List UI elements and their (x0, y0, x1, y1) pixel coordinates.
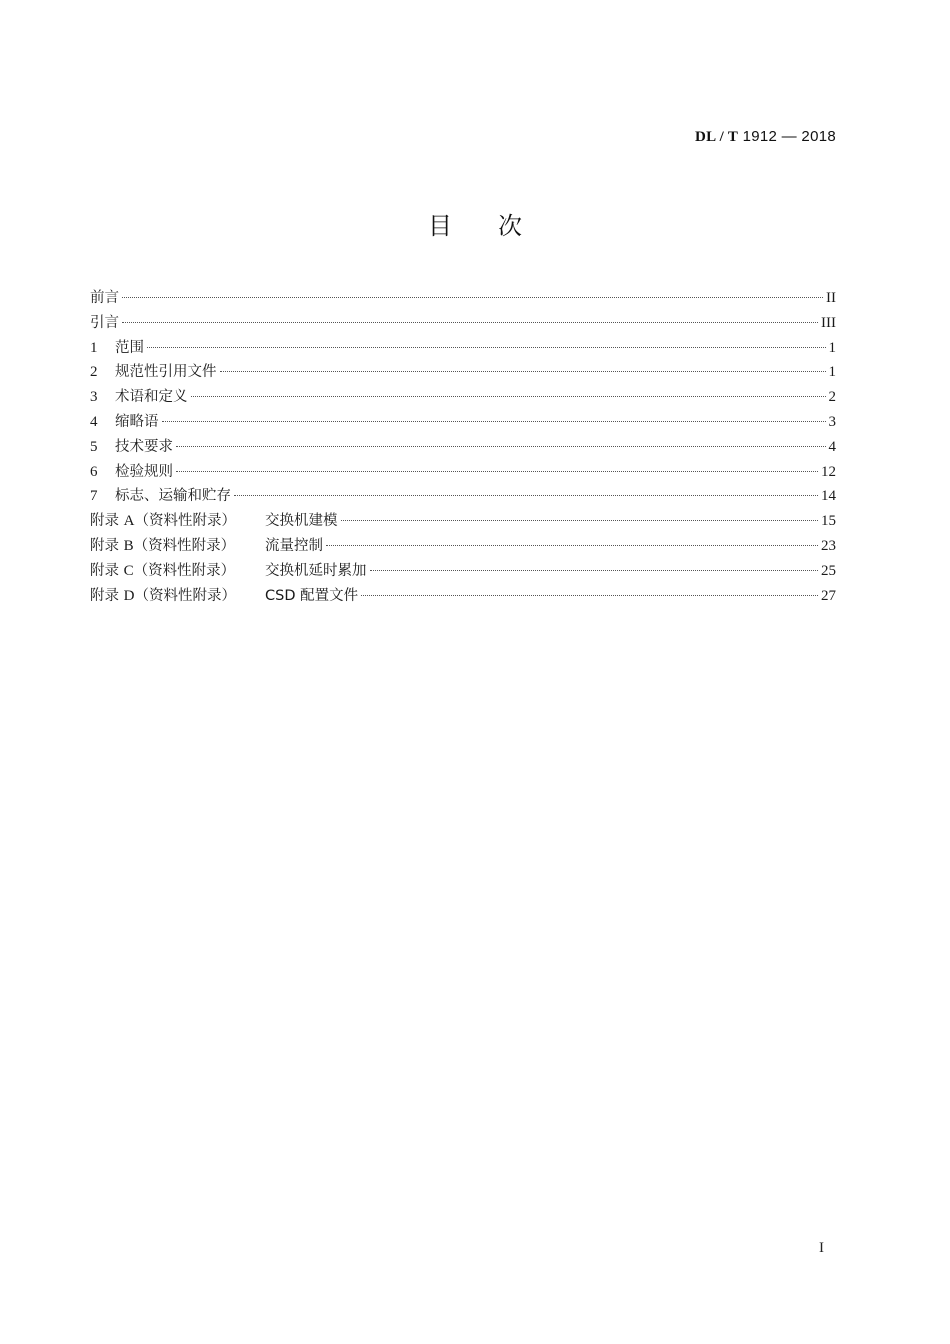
toc-entry-1[interactable] (90, 336, 836, 361)
toc-entry-2[interactable] (90, 360, 836, 385)
toc-entry-page: 1 (828, 364, 836, 381)
toc-entry-title: 流量控制 (265, 537, 323, 554)
toc-entry-page: 27 (821, 587, 836, 604)
toc-entry-5[interactable] (90, 435, 836, 460)
annex-label: 附录 A（资料性附录） (90, 513, 236, 530)
toc-entry-title: 前言 (90, 290, 119, 306)
annex-label: 附录 B（资料性附录） (90, 537, 236, 554)
toc-entry-foreword[interactable] (90, 286, 836, 311)
toc-entry-number: 4 (90, 413, 98, 430)
toc-entry-title: 范围 (115, 339, 144, 356)
annex-label: 附录 D（资料性附录） (90, 587, 236, 604)
toc-leader (326, 545, 818, 546)
page-title: 目次 (428, 212, 568, 240)
toc-leader (176, 446, 826, 447)
toc-leader (122, 322, 818, 323)
toc-entry-annex-c[interactable] (90, 559, 836, 584)
toc-entry-introduction[interactable] (90, 311, 836, 336)
toc-entry-title: 交换机建模 (265, 513, 338, 530)
toc-entry-page: 25 (821, 562, 836, 579)
toc-entry-page: III (821, 314, 836, 331)
toc-entry-number: 2 (90, 364, 98, 381)
annex-letter: B (123, 537, 134, 554)
toc-entry-4[interactable] (90, 410, 836, 435)
annex-letter: C (123, 562, 134, 579)
standard-prefix: DL / T (694, 129, 739, 145)
toc-entry-7[interactable] (90, 484, 836, 509)
table-of-contents (90, 286, 836, 608)
toc-entry-title: 术语和定义 (115, 389, 188, 406)
toc-entry-title: 缩略语 (115, 413, 159, 430)
toc-entry-number: 5 (90, 438, 98, 455)
toc-entry-title: 交换机延时累加 (265, 562, 367, 579)
annex-letter: A (123, 513, 135, 530)
toc-leader (361, 595, 818, 596)
toc-entry-3[interactable] (90, 385, 836, 410)
toc-entry-number: 7 (90, 488, 98, 505)
toc-entry-annex-a[interactable] (90, 509, 836, 534)
toc-leader (162, 421, 826, 422)
annex-letter: D (123, 587, 135, 604)
toc-entry-page: 23 (821, 537, 836, 554)
toc-leader (341, 520, 819, 521)
toc-entry-6[interactable] (90, 460, 836, 485)
toc-entry-title: CSD 配置文件 (265, 587, 359, 604)
toc-entry-page: 12 (821, 463, 836, 480)
toc-entry-annex-d[interactable] (90, 584, 836, 609)
toc-leader (370, 570, 819, 571)
standard-number: 1912 — 2018 (742, 128, 836, 145)
toc-entry-page: 3 (828, 413, 836, 430)
toc-entry-number: 3 (90, 389, 98, 406)
page-number: I (819, 1240, 824, 1256)
toc-entry-page: 1 (828, 339, 836, 356)
toc-entry-number: 1 (90, 339, 98, 356)
document-code (695, 128, 836, 146)
toc-leader (191, 396, 826, 397)
toc-entry-page: II (826, 290, 836, 306)
toc-entry-page: 14 (821, 488, 836, 505)
toc-leader (220, 371, 826, 372)
toc-leader (176, 471, 818, 472)
toc-entry-page: 15 (821, 513, 836, 530)
toc-leader (122, 297, 823, 298)
toc-entry-page: 2 (828, 389, 836, 406)
annex-label: 附录 C（资料性附录） (90, 562, 236, 579)
toc-entry-title: 规范性引用文件 (115, 364, 217, 381)
toc-leader (147, 347, 826, 348)
toc-entry-page: 4 (828, 438, 836, 455)
toc-entry-title: 检验规则 (115, 463, 173, 480)
toc-entry-number: 6 (90, 463, 98, 480)
toc-entry-annex-b[interactable] (90, 534, 836, 559)
toc-leader (234, 495, 818, 496)
toc-entry-title: 技术要求 (115, 438, 173, 455)
toc-entry-title: 引言 (90, 314, 119, 331)
toc-entry-title: 标志、运输和贮存 (115, 488, 231, 505)
